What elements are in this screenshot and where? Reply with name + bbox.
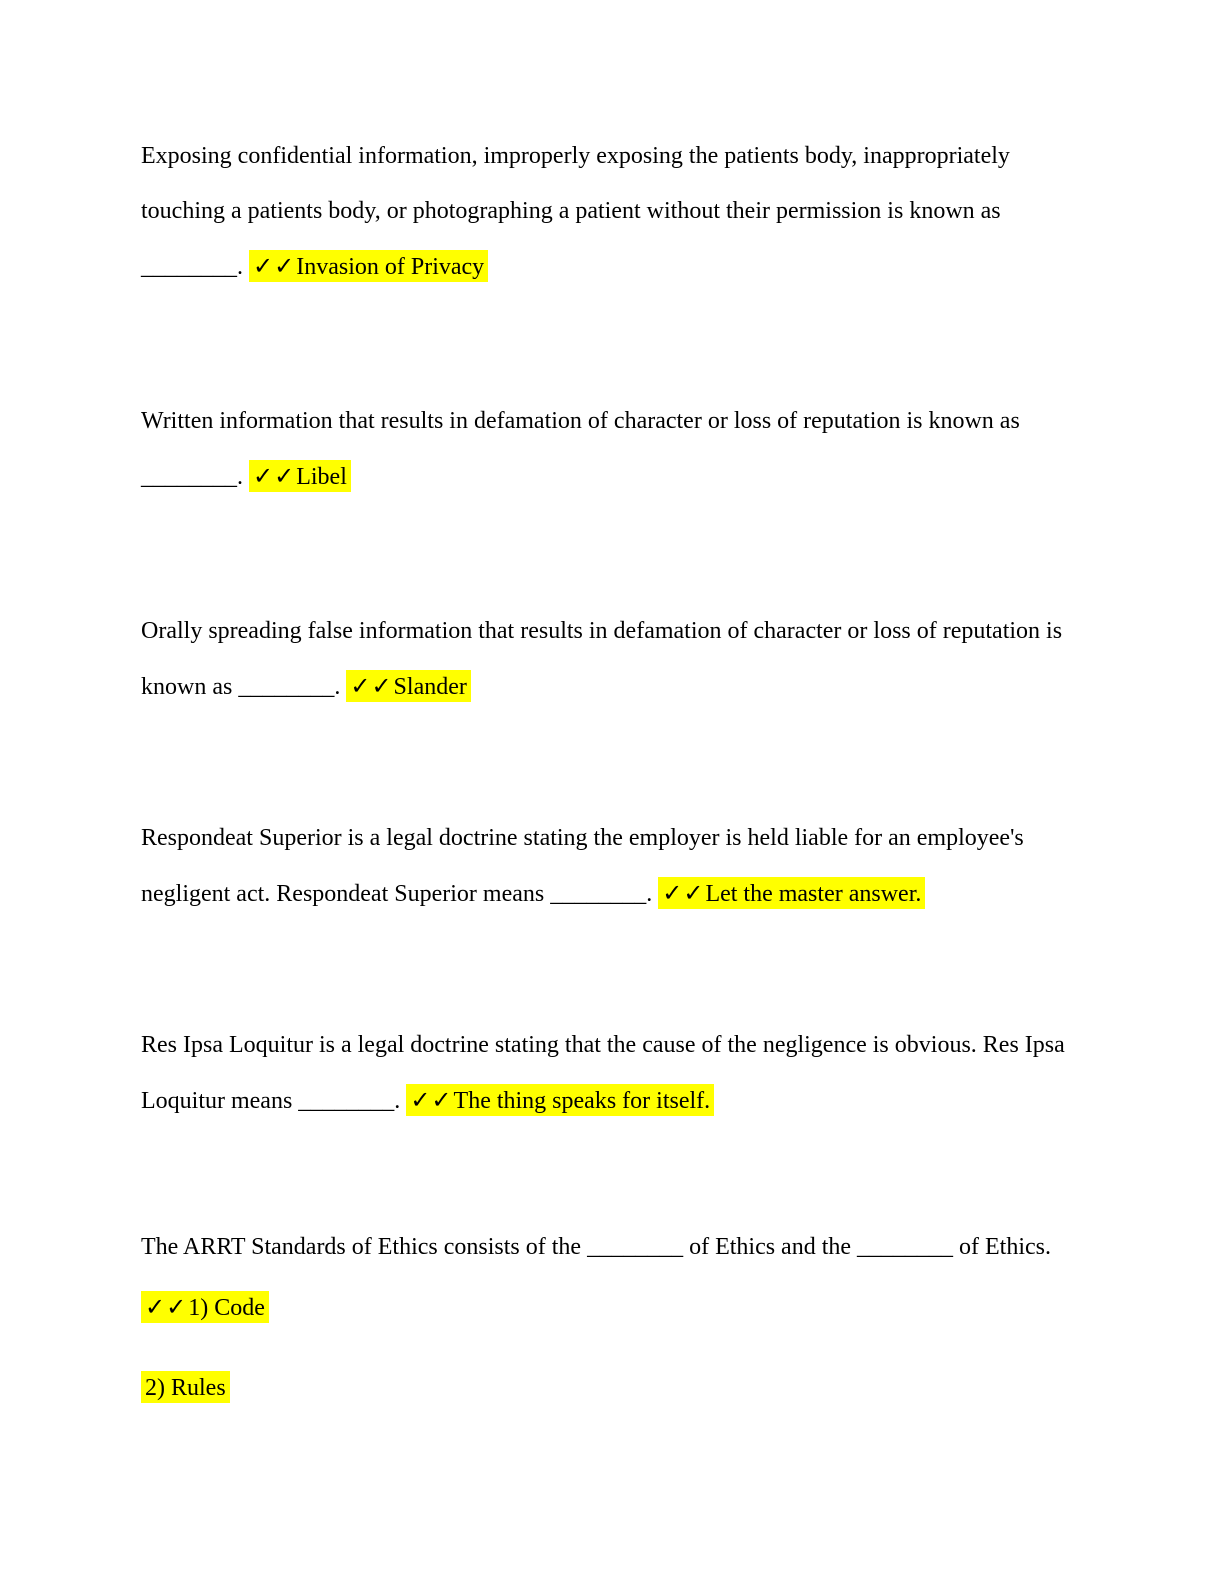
double-checkmark-icon: ✓✓ bbox=[662, 879, 705, 907]
answer-line bbox=[141, 659, 1124, 714]
answer-spacer bbox=[141, 1335, 1124, 1361]
question-line: Respondeat Superior is a legal doctrine stating the employer is held liable for an employee's bbox=[141, 825, 1024, 851]
blank-and-period: known as ________. bbox=[141, 674, 347, 700]
answer-text: Libel bbox=[296, 464, 347, 490]
qa-block-arrt-standards bbox=[141, 1220, 1124, 1416]
answer-highlight bbox=[249, 250, 488, 282]
answer-text: 2) Rules bbox=[145, 1375, 226, 1401]
answer-highlight bbox=[658, 877, 925, 909]
qa-block-invasion-of-privacy bbox=[141, 129, 1124, 294]
answer-highlight bbox=[141, 1371, 230, 1403]
block-spacer bbox=[141, 294, 1124, 394]
answer-text: Slander bbox=[393, 674, 467, 700]
answer-text: The thing speaks for itself. bbox=[453, 1088, 711, 1114]
answer-line bbox=[141, 1280, 1124, 1335]
question-line: The ARRT Standards of Ethics consists of the ________ of Ethics and the ________ of Ethics. bbox=[141, 1234, 1052, 1260]
answer-line bbox=[141, 1361, 1124, 1416]
question-line: Orally spreading false information that results in defamation of character or loss of reputation is bbox=[141, 618, 1063, 644]
answer-line bbox=[141, 239, 1124, 294]
blank-and-period: ________. bbox=[141, 254, 249, 280]
answer-text: Invasion of Privacy bbox=[296, 254, 485, 280]
qa-block-res-ipsa-loquitur bbox=[141, 1018, 1124, 1128]
answer-line bbox=[141, 1073, 1124, 1128]
block-spacer bbox=[141, 714, 1124, 811]
qa-block-libel bbox=[141, 394, 1124, 504]
qa-block-respondeat-superior bbox=[141, 811, 1124, 921]
question-line: Written information that results in defamation of character or loss of reputation is known as bbox=[141, 408, 1020, 434]
question-line: Exposing confidential information, improperly exposing the patients body, inappropriately bbox=[141, 143, 1010, 169]
question-line: touching a patients body, or photographing a patient without their permission is known as bbox=[141, 198, 1001, 224]
double-checkmark-icon: ✓✓ bbox=[145, 1293, 188, 1321]
block-spacer bbox=[141, 1128, 1124, 1220]
blank-and-period: Loquitur means ________. bbox=[141, 1088, 407, 1114]
blank-and-period: ________. bbox=[141, 464, 249, 490]
double-checkmark-icon: ✓✓ bbox=[253, 252, 296, 280]
blank-and-period: negligent act. Respondeat Superior means ________. bbox=[141, 881, 659, 907]
block-spacer bbox=[141, 921, 1124, 1018]
double-checkmark-icon: ✓✓ bbox=[253, 462, 296, 490]
block-spacer bbox=[141, 504, 1124, 604]
double-checkmark-icon: ✓✓ bbox=[410, 1086, 453, 1114]
double-checkmark-icon: ✓✓ bbox=[350, 672, 393, 700]
question-line: Res Ipsa Loquitur is a legal doctrine stating that the cause of the negligence is obvious. Res Ipsa bbox=[141, 1032, 1065, 1058]
answer-highlight bbox=[141, 1291, 269, 1323]
answer-text: 1) Code bbox=[188, 1295, 265, 1321]
answer-line bbox=[141, 866, 1124, 921]
answer-highlight bbox=[249, 460, 351, 492]
answer-line bbox=[141, 449, 1124, 504]
answer-highlight bbox=[406, 1084, 714, 1116]
answer-text: Let the master answer. bbox=[705, 881, 922, 907]
answer-highlight bbox=[346, 670, 471, 702]
qa-block-slander bbox=[141, 604, 1124, 714]
